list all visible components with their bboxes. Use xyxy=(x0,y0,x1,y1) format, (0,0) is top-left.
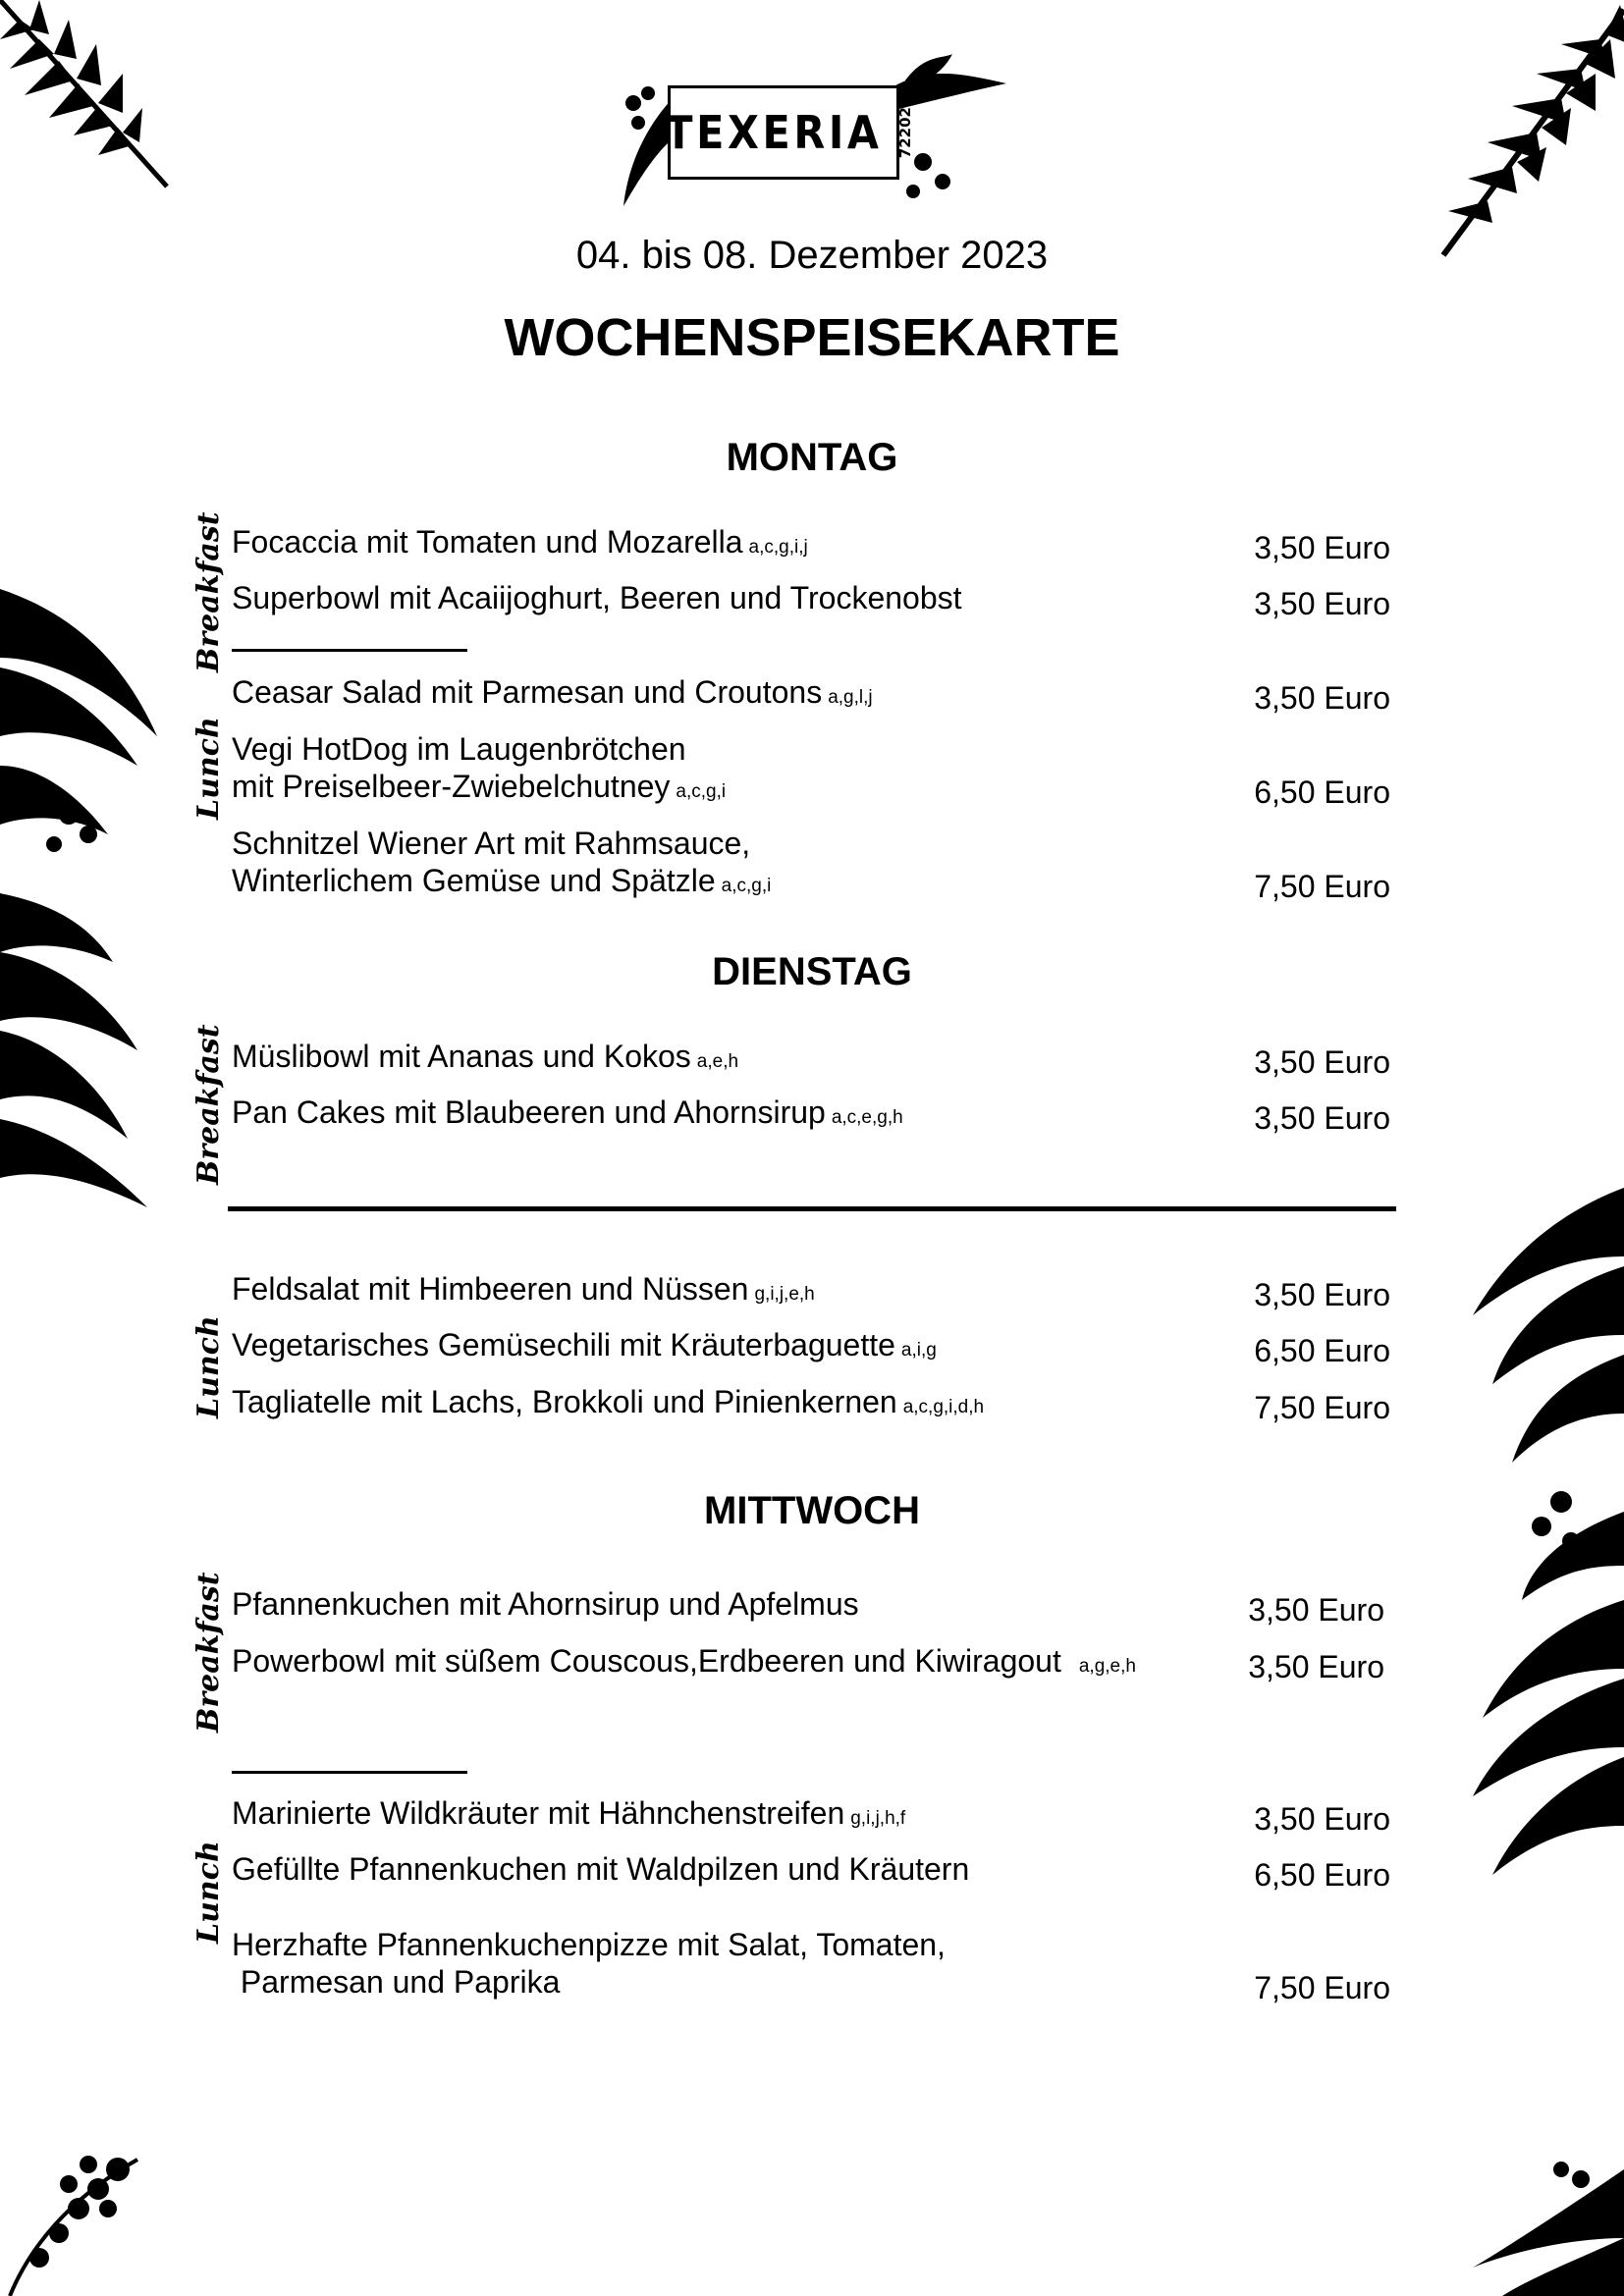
fern-decoration-right-middle xyxy=(1453,1188,1624,1895)
allergens: a,i,g xyxy=(900,1340,937,1361)
price: 3,50 Euro xyxy=(1254,1277,1390,1312)
menu-item: Herzhafte Pfannenkuchenpizze mit Salat, Tomaten, Parmesan und Paprika 7,50 Euro xyxy=(232,1927,1390,2005)
fern-decoration-top-right xyxy=(1424,0,1624,265)
section-divider xyxy=(228,1206,1396,1211)
allergens: a,c,g,i,d,h xyxy=(902,1397,985,1417)
allergens: g,i,j,h,f xyxy=(850,1808,906,1829)
menu-item: Gefüllte Pfannenkuchen mit Waldpilzen und Kräutern 6,50 Euro xyxy=(232,1851,1390,1893)
section-divider xyxy=(232,1771,467,1774)
section-label-breakfast: Breakfast xyxy=(191,511,226,672)
menu-item: Ceasar Salad mit Parmesan und Croutons a,g,l,j 3,50 Euro xyxy=(232,674,1390,716)
fern-decoration-top-left xyxy=(0,0,177,196)
allergens: a,c,g,i xyxy=(676,781,727,802)
menu-item: Schnitzel Wiener Art mit Rahmsauce, Winterlichem Gemüse und Spätzle a,c,g,i 7,50 Euro xyxy=(232,826,1390,904)
price: 3,50 Euro xyxy=(1254,586,1390,621)
section-label-breakfast: Breakfast xyxy=(191,1572,226,1733)
menu-item: Powerbowl mit süßem Couscous,Erdbeeren und Kiwiragout a,g,e,h 3,50 Euro xyxy=(232,1643,1384,1684)
fern-decoration-bottom-left xyxy=(0,2140,147,2296)
allergens: g,i,j,e,h xyxy=(754,1284,815,1305)
price: 6,50 Euro xyxy=(1254,1857,1390,1893)
page-title: WOCHENSPEISEKARTE xyxy=(504,308,1120,367)
allergens: a,c,e,g,h xyxy=(831,1107,903,1128)
menu-item: Tagliatelle mit Lachs, Brokkoli und Pinienkernen a,c,g,i,d,h 7,50 Euro xyxy=(232,1384,1390,1425)
menu-item: Vegi HotDog im Laugenbrötchen mit Preiselbeer-Zwiebelchutney a,c,g,i 6,50 Euro xyxy=(232,731,1390,810)
menu-item: Pan Cakes mit Blaubeeren und Ahornsirup a,c,e,g,h 3,50 Euro xyxy=(232,1095,1390,1136)
menu-item: Feldsalat mit Himbeeren und Nüssen g,i,j,e,h 3,50 Euro xyxy=(232,1271,1390,1312)
menu-item: Focaccia mit Tomaten und Mozarella a,c,g,i,j 3,50 Euro xyxy=(232,524,1390,565)
section-label-lunch: Lunch xyxy=(191,1315,226,1418)
logo-box xyxy=(665,85,914,180)
allergens: a,g,l,j xyxy=(828,687,873,708)
price: 7,50 Euro xyxy=(1254,869,1390,904)
price: 3,50 Euro xyxy=(1254,1801,1390,1837)
allergens: a,c,g,i xyxy=(721,876,772,896)
menu-item: Pfannenkuchen mit Ahornsirup und Apfelmus 3,50 Euro xyxy=(232,1586,1384,1628)
logo-wordmark: TEXERIA xyxy=(665,106,883,159)
price: 6,50 Euro xyxy=(1254,774,1390,810)
fern-decoration-bottom-right xyxy=(1463,2140,1624,2296)
menu-item: Superbowl mit Acaiijoghurt, Beeren und Trockenobst 3,50 Euro xyxy=(232,580,1390,621)
menu-item: Marinierte Wildkräuter mit Hähnchenstreifen g,i,j,h,f 3,50 Euro xyxy=(232,1795,1390,1837)
logo xyxy=(619,54,1011,221)
price: 3,50 Euro xyxy=(1254,1100,1390,1136)
price: 3,50 Euro xyxy=(1248,1592,1384,1628)
section-label-lunch: Lunch xyxy=(191,717,226,820)
section-label-breakfast: Breakfast xyxy=(191,1024,226,1185)
price: 3,50 Euro xyxy=(1248,1649,1384,1684)
date-range: 04. bis 08. Dezember 2023 xyxy=(575,234,1049,277)
day-heading-wednesday: MITTWOCH xyxy=(704,1489,920,1532)
price: 3,50 Euro xyxy=(1254,1044,1390,1080)
allergens: a,e,h xyxy=(696,1051,739,1072)
price: 3,50 Euro xyxy=(1254,680,1390,716)
price: 7,50 Euro xyxy=(1254,1390,1390,1425)
fern-decoration-left-middle xyxy=(0,569,167,1237)
day-heading-monday: MONTAG xyxy=(726,436,898,479)
price: 3,50 Euro xyxy=(1254,530,1390,565)
menu-item: Vegetarisches Gemüsechili mit Kräuterbaguette a,i,g 6,50 Euro xyxy=(232,1327,1390,1368)
logo-zip: 72202 xyxy=(895,106,914,159)
price: 6,50 Euro xyxy=(1254,1333,1390,1368)
allergens: a,g,e,h xyxy=(1078,1656,1136,1677)
section-divider xyxy=(232,649,467,652)
allergens: a,c,g,i,j xyxy=(748,537,808,558)
menu-item: Müslibowl mit Ananas und Kokos a,e,h 3,50 Euro xyxy=(232,1039,1390,1080)
price: 7,50 Euro xyxy=(1254,1970,1390,2005)
day-heading-tuesday: DIENSTAG xyxy=(712,950,912,993)
section-label-lunch: Lunch xyxy=(191,1841,226,1944)
